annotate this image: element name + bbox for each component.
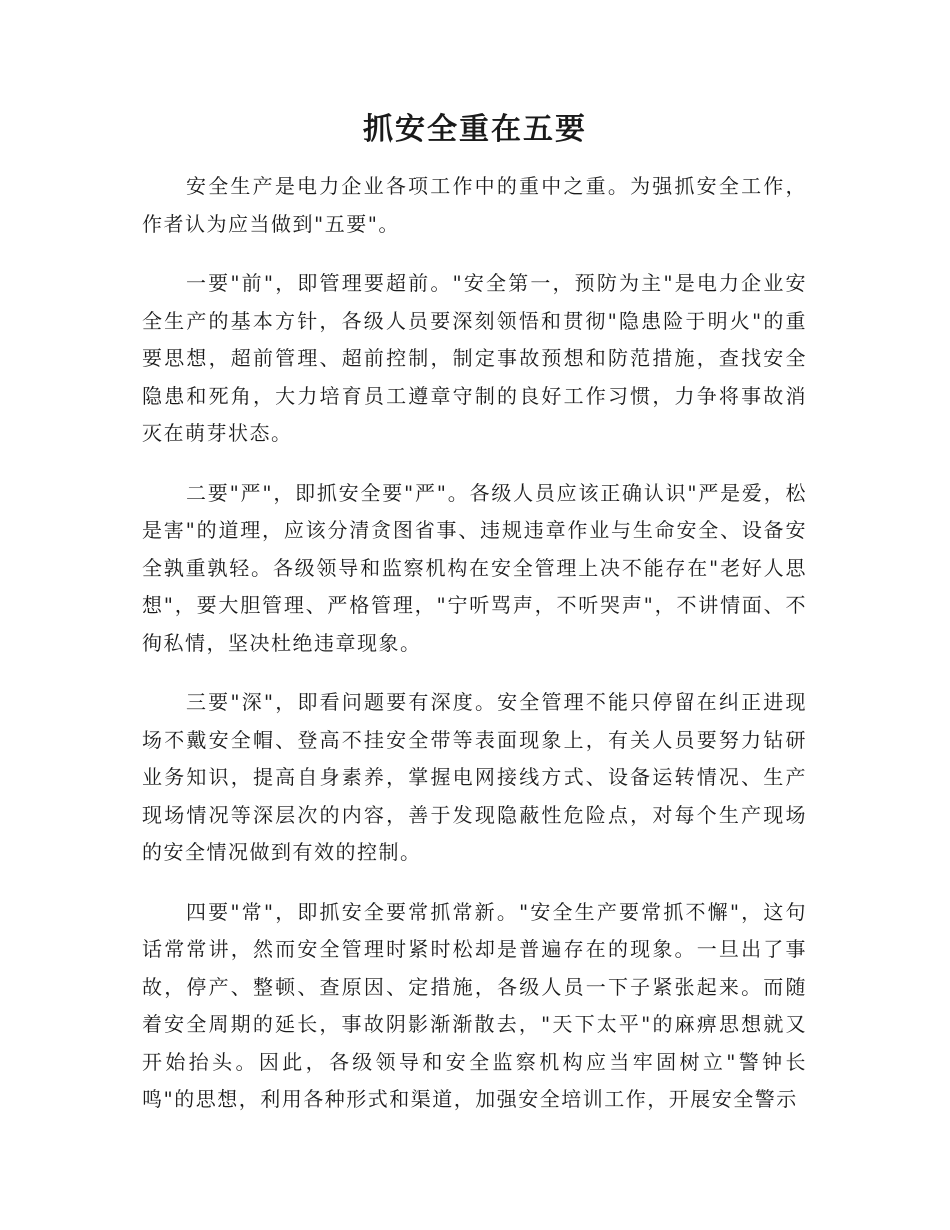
paragraph-intro: 安全生产是电力企业各项工作中的重中之重。为强抓安全工作，作者认为应当做到"五要"。 <box>142 174 807 236</box>
document-body <box>142 168 807 1141</box>
paragraph-three: 三要"深"，即看问题要有深度。安全管理不能只停留在纠正进现场不戴安全帽、登高不挂安全带等表面现象上，有关人员要努力钻研业务知识，提高自身素养，掌握电网接线方式、设备运转情况、生产现场情况等深层次的内容，善于发现隐蔽性危险点，对每个生产现场的安全情况做到有效的控制。 <box>142 690 807 864</box>
document-title: 抓安全重在五要 <box>363 112 587 147</box>
paragraph-one: 一要"前"，即管理要超前。"安全第一，预防为主"是电力企业安全生产的基本方针，各级人员要深刻领悟和贯彻"隐患险于明火"的重要思想，超前管理、超前控制，制定事故预想和防范措施，查找安全隐患和死角，大力培育员工遵章守制的良好工作习惯，力争将事故消灭在萌芽状态。 <box>142 271 807 445</box>
paragraph-four: 四要"常"，即抓安全要常抓常新。"安全生产要常抓不懈"，这句话常常讲，然而安全管理时紧时松却是普遍存在的现象。一旦出了事故，停产、整顿、查原因、定措施，各级人员一下子紧张起来。而随着安全周期的延长，事故阴影渐渐散去，"天下太平"的麻痹思想就又开始抬头。因此，各级领导和安全监察机构应当牢固树立"警钟长鸣"的思想，利用各种形式和渠道，加强安全培训工作，开展安全警示 <box>142 899 807 1111</box>
paragraph-two: 二要"严"，即抓安全要"严"。各级人员应该正确认识"严是爱，松是害"的道理，应该分清贪图省事、违规违章作业与生命安全、设备安全孰重孰轻。各级领导和监察机构在安全管理上决不能存在"老好人思想"，要大胆管理、严格管理，"宁听骂声，不听哭声"，不讲情面、不徇私情，坚决杜绝违章现象。 <box>142 480 807 655</box>
